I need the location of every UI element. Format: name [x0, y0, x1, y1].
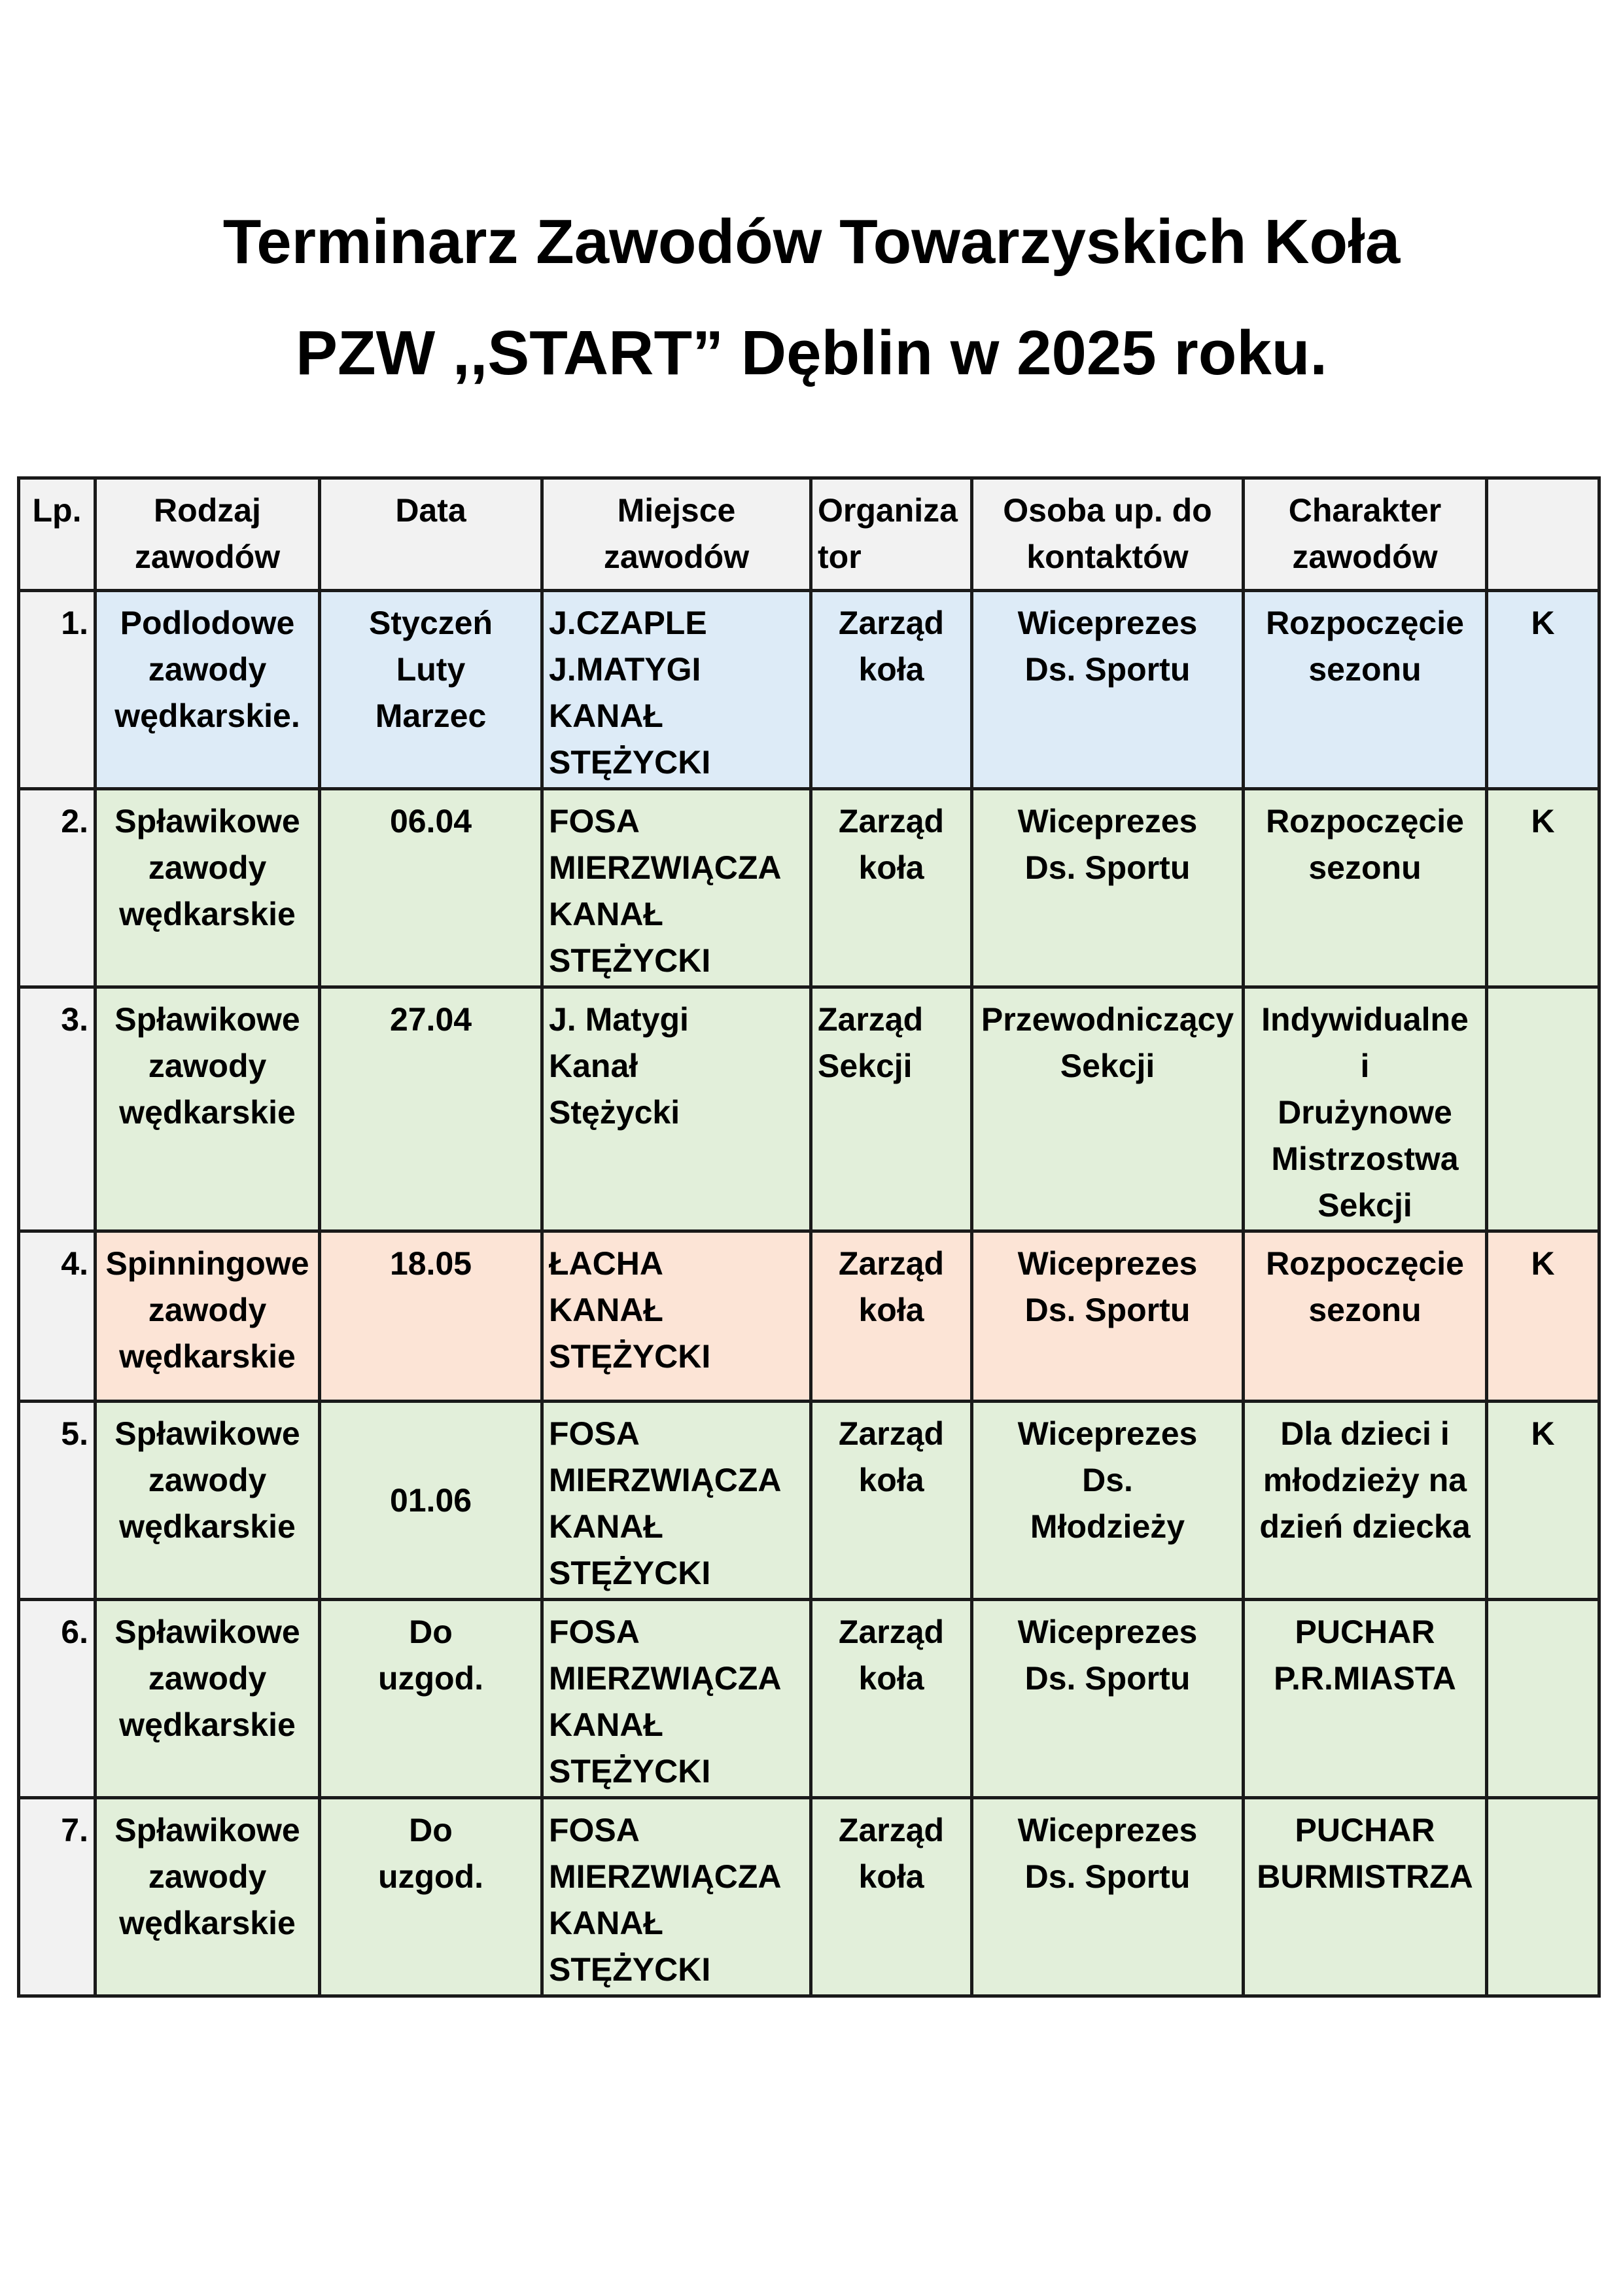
cell-data: 01.06	[320, 1402, 542, 1600]
cell-data: Do uzgod.	[320, 1798, 542, 1996]
cell-organizator: Zarząd koła	[811, 1402, 972, 1600]
cell-charakter: Rozpoczęcie sezonu	[1244, 789, 1487, 987]
cell-organizator: Zarząd koła	[811, 1231, 972, 1402]
cell-rodzaj: Spławikowe zawody wędkarskie	[96, 789, 320, 987]
header-charakter: Charakter zawodów	[1244, 478, 1487, 591]
cell-rodzaj: Spławikowe zawody wędkarskie	[96, 987, 320, 1231]
cell-charakter: PUCHAR BURMISTRZA	[1244, 1798, 1487, 1996]
cell-rodzaj: Podlodowe zawody wędkarskie.	[96, 591, 320, 789]
document-title-line1: Terminarz Zawodów Towarzyskich Koła	[222, 207, 1401, 277]
cell-osoba: Wiceprezes Ds. Sportu	[972, 789, 1244, 987]
cell-charakter: Dla dzieci i młodzieży na dzień dziecka	[1244, 1402, 1487, 1600]
table-row	[19, 1600, 1599, 1798]
cell-miejsce: J.CZAPLE J.MATYGI KANAŁ STĘŻYCKI	[542, 591, 811, 789]
cell-lp: 2.	[19, 789, 96, 987]
table-row	[19, 591, 1599, 789]
cell-rodzaj: Spławikowe zawody wędkarskie	[96, 1402, 320, 1600]
cell-osoba: Wiceprezes Ds. Sportu	[972, 591, 1244, 789]
cell-osoba: Przewodniczący Sekcji	[972, 987, 1244, 1231]
table-row	[19, 789, 1599, 987]
cell-lp: 7.	[19, 1798, 96, 1996]
header-osoba: Osoba up. do kontaktów	[972, 478, 1244, 591]
cell-k-mark: K	[1487, 789, 1599, 987]
cell-lp: 6.	[19, 1600, 96, 1798]
cell-organizator: Zarząd Sekcji	[811, 987, 972, 1231]
cell-miejsce: FOSA MIERZWIĄCZA KANAŁ STĘŻYCKI	[542, 1402, 811, 1600]
cell-rodzaj: Spławikowe zawody wędkarskie	[96, 1600, 320, 1798]
cell-lp: 3.	[19, 987, 96, 1231]
cell-lp: 4.	[19, 1231, 96, 1402]
cell-organizator: Zarząd koła	[811, 1798, 972, 1996]
cell-charakter: PUCHAR P.R.MIASTA	[1244, 1600, 1487, 1798]
cell-data: 27.04	[320, 987, 542, 1231]
cell-charakter: Rozpoczęcie sezonu	[1244, 591, 1487, 789]
table-row	[19, 1402, 1599, 1600]
cell-miejsce: FOSA MIERZWIĄCZA KANAŁ STĘŻYCKI	[542, 789, 811, 987]
cell-osoba: Wiceprezes Ds. Sportu	[972, 1600, 1244, 1798]
cell-k-mark: K	[1487, 1231, 1599, 1402]
cell-miejsce: FOSA MIERZWIĄCZA KANAŁ STĘŻYCKI	[542, 1798, 811, 1996]
cell-organizator: Zarząd koła	[811, 591, 972, 789]
cell-k-mark	[1487, 1600, 1599, 1798]
cell-k-mark: K	[1487, 1402, 1599, 1600]
cell-rodzaj: Spławikowe zawody wędkarskie	[96, 1798, 320, 1996]
cell-osoba: Wiceprezes Ds. Sportu	[972, 1231, 1244, 1402]
cell-lp: 5.	[19, 1402, 96, 1600]
table-row	[19, 987, 1599, 1231]
cell-organizator: Zarząd koła	[811, 789, 972, 987]
cell-rodzaj: Spinningowe zawody wędkarskie	[96, 1231, 320, 1402]
cell-data: 06.04	[320, 789, 542, 987]
cell-lp: 1.	[19, 591, 96, 789]
cell-k-mark	[1487, 1798, 1599, 1996]
table-row	[19, 1231, 1599, 1402]
header-miejsce: Miejsce zawodów	[542, 478, 811, 591]
header-k	[1487, 478, 1599, 591]
cell-charakter: Indywidualne i Drużynowe Mistrzostwa Sekcji	[1244, 987, 1487, 1231]
cell-charakter: Rozpoczęcie sezonu	[1244, 1231, 1487, 1402]
document-title-line2: PZW ,,START” Dęblin w 2025 roku.	[295, 318, 1328, 388]
cell-k-mark	[1487, 987, 1599, 1231]
cell-miejsce: FOSA MIERZWIĄCZA KANAŁ STĘŻYCKI	[542, 1600, 811, 1798]
header-rodzaj: Rodzaj zawodów	[96, 478, 320, 591]
header-lp: Lp.	[19, 478, 96, 591]
cell-data: Styczeń Luty Marzec	[320, 591, 542, 789]
competition-schedule-table	[17, 476, 1601, 1998]
cell-osoba: Wiceprezes Ds. Sportu	[972, 1798, 1244, 1996]
table-row	[19, 1798, 1599, 1996]
table-header-row	[19, 478, 1599, 591]
cell-data: Do uzgod.	[320, 1600, 542, 1798]
header-data: Data	[320, 478, 542, 591]
cell-organizator: Zarząd koła	[811, 1600, 972, 1798]
cell-data: 18.05	[320, 1231, 542, 1402]
header-organizator: Organiza tor	[811, 478, 972, 591]
cell-miejsce: J. Matygi Kanał Stężycki	[542, 987, 811, 1231]
cell-k-mark: K	[1487, 591, 1599, 789]
cell-osoba: Wiceprezes Ds. Młodzieży	[972, 1402, 1244, 1600]
cell-miejsce: ŁACHA KANAŁ STĘŻYCKI	[542, 1231, 811, 1402]
